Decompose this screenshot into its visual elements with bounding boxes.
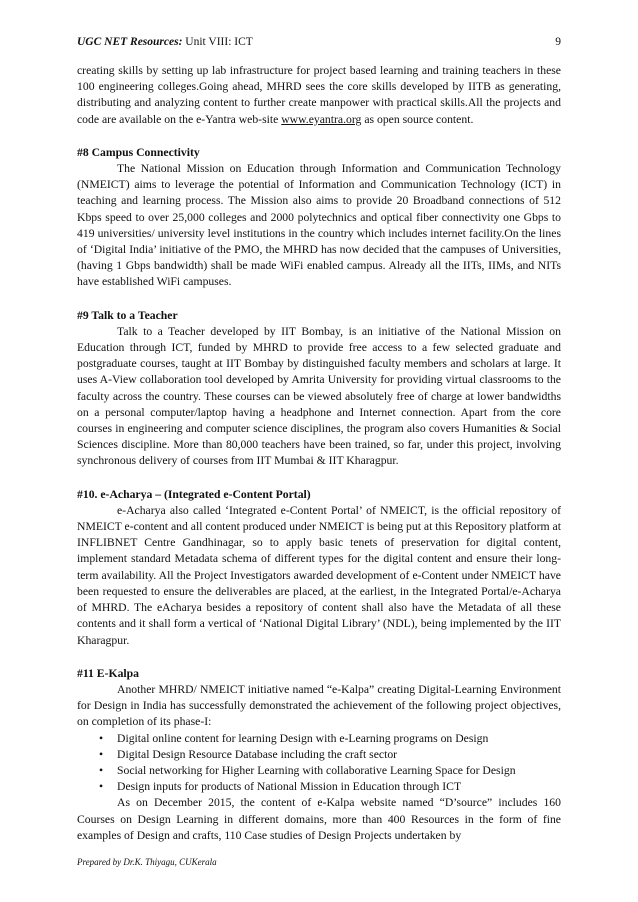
list-item: • Digital Design Resource Database including the craft sector	[117, 747, 561, 763]
section-heading: #9 Talk to a Teacher	[77, 308, 178, 322]
section-heading: #10. e-Acharya – (Integrated e-Content Portal)	[77, 487, 311, 501]
page-body	[77, 63, 561, 844]
page-number: 9	[555, 36, 561, 48]
section-paragraph: The National Mission on Education through Information and Communication Technology (NMEICT) aims to leverage the potential of Information and Communication Technology (ICT) in teaching and learning process. The Mission also aims to provide 20 Broadband connections of 512 Kbps speed to over 25,000 colleges and 2000 polytechnics and optical fiber connectivity one Gbps to 419 universities/ university level institutions in the country which includes internet facility.On the lines of ‘Digital India’ initiative of the PMO, the MHRD has now decided that the campuses of Universities, (having 1 Gbps bandwidth) shall be made WiFi enabled campus. Already all the IITs, IIMs, and NITs have established WiFi campuses.	[77, 162, 561, 289]
section-heading: #11 E-Kalpa	[77, 666, 140, 680]
intro-paragraph	[77, 63, 561, 128]
section-e-acharya	[77, 487, 561, 649]
section-paragraph: Talk to a Teacher developed by IIT Bombay, is an initiative of the National Mission on Education through ICT, funded by MHRD to provide free access to a few selected graduate and postgraduate courses, taught at IIT Bombay by distinguished faculty members and scholars at large. It uses A-View collaboration tool developed by Amrita University for providing virtual classrooms to the faculty across the country. These courses can be viewed absolutely free of charge at lower bandwidths on a personal computer/laptop having a headphone and Internet connection. Apart from the core courses in engineering and computer science disciplines, the program also covers Humanities & Social Sciences discipline. More than 80,000 teachers have been trained, so far, under this project, involving synchronous delivery of courses from IIT Mumbai & IIT Kharagpur.	[77, 324, 561, 468]
eyantra-link[interactable]: www.eyantra.org	[281, 112, 362, 126]
intro-text-end: as open source content.	[361, 112, 474, 126]
section-paragraph: e-Acharya also called ‘Integrated e-Content Portal’ of NMEICT, is the official repository of NMEICT e-content and all content produced under NMEICT is being put at this Repository platform at INFLIBNET Centre Gandhinagar, so to apply basic tenets of preservation for digital content, implement standard Metadata schema of different types for the digital content and ensure their long-term availability. All the Project Investigators awarded development of e-Content under NMEICT have been requested to ensure the deliverables are placed, at the earliest, in the Integrated Portal/e-Acharya of MHRD. The eAcharya besides a repository of content shall also have the Metadata of all these contents and it shall form a vertical of ‘National Digital Library’ (NDL), being implemented by the IIT Kharagpur.	[77, 503, 561, 647]
section-heading: #8 Campus Connectivity	[77, 145, 200, 159]
intro-text: creating skills by setting up lab infrastructure for project based learning and training teachers in these 100 engineering colleges.Going ahead, MHRD sees the core skills developed by IITB as generating, distributing and analyzing content to further create manpower with practical skills.All the projects and code are available on the e-Yantra web-site	[77, 64, 561, 126]
section-e-kalpa	[77, 666, 561, 844]
objectives-list	[77, 731, 561, 796]
running-title-bold: UGC NET Resources:	[77, 36, 183, 48]
closing-paragraph: As on December 2015, the content of e-Kalpa website named “D’source” includes 160 Courses on Design Learning in different domains, more than 400 Resources in the form of fine examples of Design and crafts, 110 Case studies of Design Projects undertaken by	[77, 796, 561, 842]
running-title	[77, 36, 253, 48]
running-title-rest: Unit VIII: ICT	[182, 36, 253, 48]
list-item: • Design inputs for products of National Mission in Education through ICT	[117, 779, 561, 795]
section-paragraph: Another MHRD/ NMEICT initiative named “e-Kalpa” creating Digital-Learning Environment for Design in India has successfully demonstrated the achievement of the following project objectives, on completion of its phase-I:	[77, 682, 561, 729]
page-footer: Prepared by Dr.K. Thiyagu, CUKerala	[77, 857, 217, 867]
page-header	[77, 36, 561, 48]
list-item: • Digital online content for learning Design with e-Learning programs on Design	[117, 731, 561, 747]
list-item: • Social networking for Higher Learning with collaborative Learning Space for Design	[117, 763, 561, 779]
section-campus-connectivity	[77, 145, 561, 291]
section-talk-to-a-teacher	[77, 308, 561, 470]
